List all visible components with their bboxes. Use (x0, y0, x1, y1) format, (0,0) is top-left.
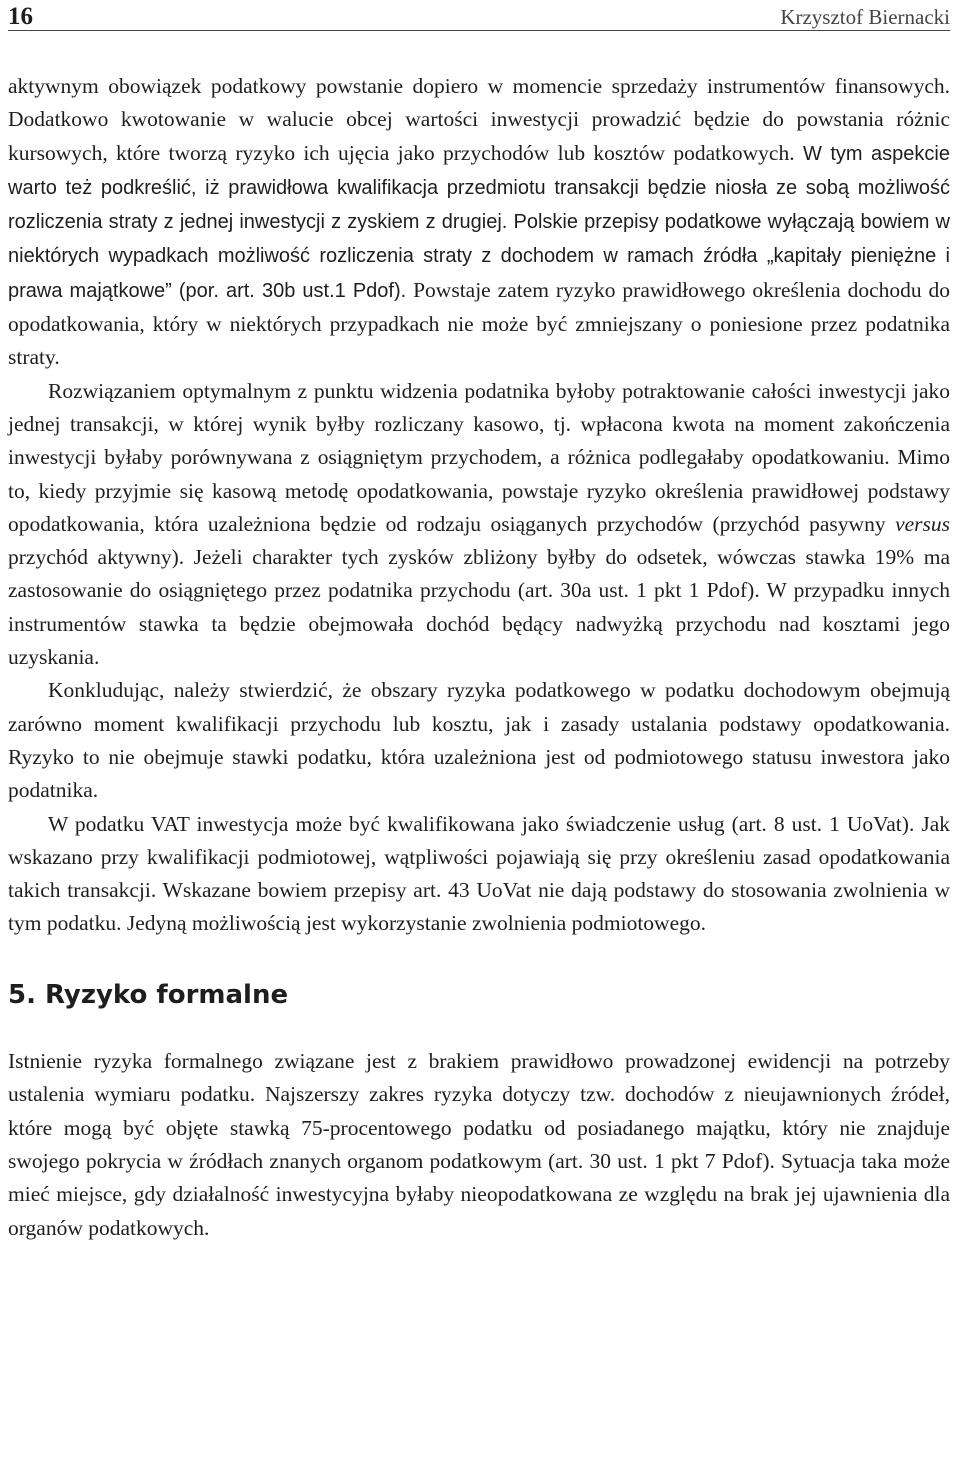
paragraph-2-part-a: Rozwiązaniem optymalnym z punktu widzenia podatnika byłoby potraktowanie całości inwestycji jako jednej transakcji, w której wynik byłby rozliczany kasowo, tj. wpłacona kwota na moment zakończenia inwestycji byłaby porównywana z osiągniętym przychodem, a różnica podlegałaby opodatkowaniu. Mimo to, kiedy przyjmie się kasową metodę opodatkowania, powstaje ryzyko określenia prawidłowej podstawy opodatkowania, która uzależniona będzie od rodzaju osiąganych przychodów (przychód pasywny (8, 378, 950, 536)
paragraph-1-part-b: W tym aspekcie warto też podkreślić, iż prawidłowa kwalifikacja przedmiotu transakcji będzie niosła ze sobą możliwość rozliczenia straty z jednej inwestycji z zyskiem z drugiej. Polskie przepisy podatkowe wyłączają bowiem w niektórych wypadkach możliwość rozliczenia straty z dochodem w ramach źródła „kapitały pieniężne i prawa majątkowe” (por. art. 30b ust.1 Pdof). (8, 142, 950, 302)
page-header (8, 4, 950, 31)
paragraph-3: Konkludując, należy stwierdzić, że obszary ryzyka podatkowego w podatku dochodowym obejmują zarówno moment kwalifikacji przychodu lub kosztu, jak i zasady ustalania podstawy opodatkowania. Ryzyko to nie obejmuje stawki podatku, która uzależniona jest od podmiotowego statusu inwestora jako podatnika. (8, 678, 950, 803)
paragraph-4: W podatku VAT inwestycja może być kwalifikowana jako świadczenie usług (art. 8 ust. 1 UoVat). Jak wskazano przy kwalifikacji podmiotowej, wątpliwości pojawiają się przy określeniu zasad opodatkowania takich transakcji. Wskazane bowiem przepisy art. 43 UoVat nie dają podstawy do stosowania zwolnienia w tym podatku. Jedyną możliwością jest wykorzystanie zwolnienia podmiotowego. (8, 811, 950, 936)
section-heading: 5. Ryzyko formalne (8, 979, 289, 1010)
paragraph-1-part-a: aktywnym obowiązek podatkowy powstanie dopiero w momencie sprzedaży instrumentów finansowych. Dodatkowo kwotowanie w walucie obcej wartości inwestycji prowadzić będzie do powstania różnic kursowych, które tworzą ryzyko ich ujęcia jako przychodów lub kosztów podatkowych. (8, 74, 950, 165)
section-paragraph-1: Istnienie ryzyka formalnego związane jest z brakiem prawidłowo prowadzonej ewidencji na potrzeby ustalenia wymiaru podatku. Najszerszy zakres ryzyka dotyczy tzw. dochodów z nieujawnionych źródeł, które mogą być objęte stawką 75-procentowego podatku od posiadanego majątku, który nie znajduje swojego pokrycia w źródłach znanych organom podatkowym (art. 30 ust. 1 pkt 7 Pdof). Sytuacja taka może mieć miejsce, gdy działalność inwestycyjna byłaby nieopodatkowana ze względu na brak jej ujawnienia dla organów podatkowych. (8, 1048, 950, 1240)
paragraph-2-italic: versus (895, 511, 950, 536)
paragraph-1-part-c: Powstaje zatem ryzyko prawidłowego określenia dochodu do opodatkowania, który w niektórych przypadkach nie może być zmniejszany o poniesione przez podatnika straty. (8, 277, 951, 370)
paragraph-2-part-b: przychód aktywny). Jeżeli charakter tych zysków zbliżony byłby do odsetek, wówczas stawka 19% ma zastosowanie do osiągniętego przez podatnika przychodu (art. 30a ust. 1 pkt 1 Pdof). W przypadku innych instrumentów stawka ta będzie obejmowała dochód będący nadwyżką przychodu nad kosztami jego uzyskania. (8, 545, 950, 670)
paragraph-2 (8, 375, 950, 675)
page-number: 16 (8, 3, 33, 30)
section-body (8, 1045, 950, 1245)
running-head-author: Krzysztof Biernacki (780, 5, 950, 29)
paragraph-1 (8, 70, 950, 375)
page-body (8, 70, 950, 1245)
